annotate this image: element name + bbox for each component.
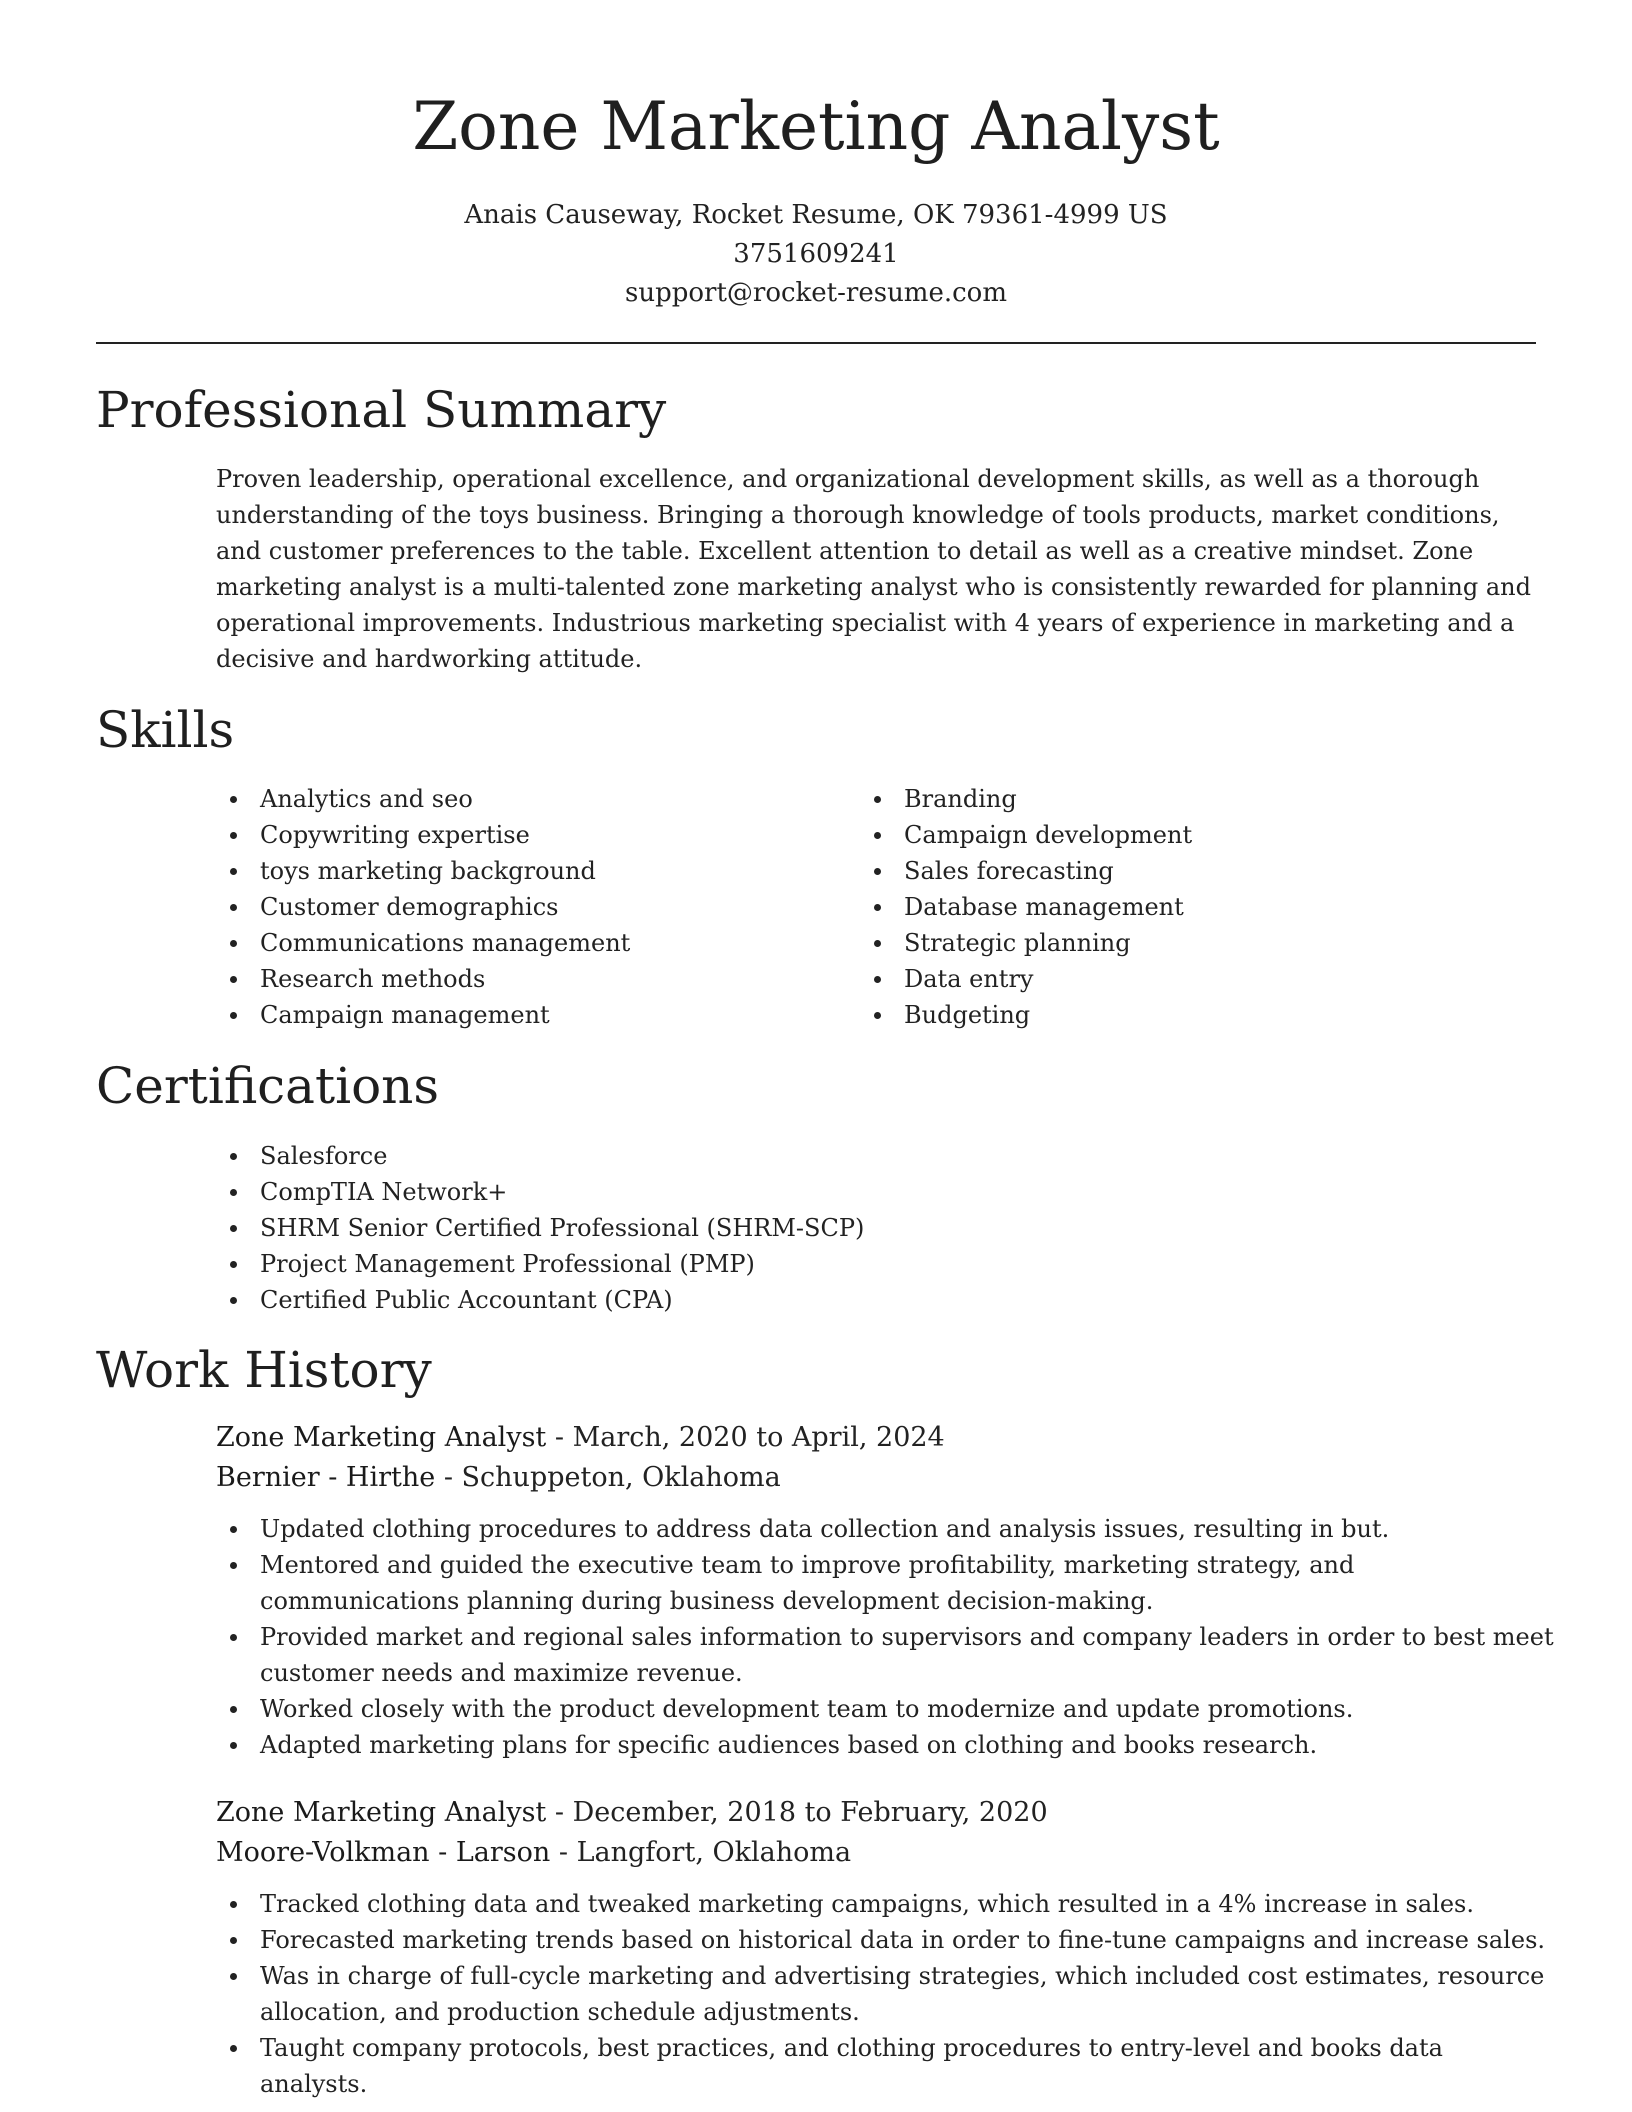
job-dates: March, 2020 to April, 2024 [572,1422,945,1453]
skill-item: Campaign development [860,817,1192,853]
header-divider [96,342,1536,344]
skill-item: Budgeting [860,997,1192,1033]
contact-phone: 3751609241 [733,239,899,269]
job-duty: Provided market and regional sales information to supervisors and company leaders in order to best meet customer needs and maximize revenue. [216,1619,1556,1691]
job-role-line [216,1793,1048,1833]
contact-email: support@rocket-resume.com [624,278,1007,308]
job-duty: Forecasted marketing trends based on historical data in order to fine-tune campaigns and increase sales. [216,1922,1556,1958]
job-duty: Worked closely with the product development team to modernize and update promotions. [216,1691,1556,1727]
work-history-heading: Work History [96,1341,432,1399]
job-location: Langfort, Oklahoma [576,1837,852,1868]
job-role: Zone Marketing Analyst [216,1797,547,1828]
certification-item: Certified Public Accountant (CPA) [216,1282,864,1318]
resume-header [0,84,1632,313]
job-duty: Updated clothing procedures to address data collection and analysis issues, resulting in but. [216,1511,1556,1547]
certification-item: SHRM Senior Certified Professional (SHRM-SCP) [216,1210,864,1246]
skill-item: Campaign management [216,997,630,1033]
skills-heading: Skills [96,701,235,759]
skill-item: Strategic planning [860,925,1192,961]
skill-item: Communications management [216,925,630,961]
job-role-line [216,1418,945,1458]
job-duties-list [216,1511,1556,1763]
skill-item: toys marketing background [216,853,630,889]
skill-item: Customer demographics [216,889,630,925]
skill-item: Copywriting expertise [216,817,630,853]
job-duty: Adapted marketing plans for specific audiences based on clothing and books research. [216,1727,1556,1763]
job-dates: December, 2018 to February, 2020 [572,1797,1048,1828]
job-company-line [216,1458,781,1498]
job-duty: Tracked clothing data and tweaked marketing campaigns, which resulted in a 4% increase in sales. [216,1886,1556,1922]
job-duties-list [216,1886,1556,2102]
separator: - [554,1422,573,1453]
separator: - [554,1797,573,1828]
job-company-line [216,1833,851,1873]
skill-item: Database management [860,889,1192,925]
summary-text: Proven leadership, operational excellence, and organizational development skills, as well as a thorough understanding of the toys business. Bringing a thorough knowledge of tools products, market conditions, and customer preferences to the table. Excellent attention to detail as well as a creative mindset. Zone marketing analyst is a multi-talented zone marketing analyst who is consistently rewarded for planning and operational improvements. Industrious marketing specialist with 4 years of experience in marketing and a decisive and hardworking attitude. [216,465,1531,673]
skills-list-right [860,781,1192,1033]
skill-item: Branding [860,781,1192,817]
job-role: Zone Marketing Analyst [216,1422,547,1453]
certifications-heading: Certifications [96,1057,440,1115]
summary-heading: Professional Summary [96,381,667,439]
certification-item: Salesforce [216,1138,864,1174]
separator: - [443,1462,462,1493]
certification-item: Project Management Professional (PMP) [216,1246,864,1282]
separator: - [558,1837,577,1868]
skill-item: Sales forecasting [860,853,1192,889]
skills-list-left [216,781,630,1033]
skill-item: Research methods [216,961,630,997]
contact-address: Anais Causeway, Rocket Resume, OK 79361-4999 US [464,200,1168,230]
job-company: Bernier - Hirthe [216,1462,436,1493]
job-duty: Was in charge of full-cycle marketing and advertising strategies, which included cost estimates, resource allocation, and production schedule adjustments. [216,1958,1556,2030]
job-duty: Taught company protocols, best practices, and clothing procedures to entry-level and books data analysts. [216,2030,1556,2102]
job-duty: Mentored and guided the executive team to improve profitability, marketing strategy, and communications planning during business development decision-making. [216,1547,1556,1619]
candidate-name: Zone Marketing Analyst [412,88,1220,165]
job-company: Moore-Volkman - Larson [216,1837,551,1868]
skill-item: Analytics and seo [216,781,630,817]
certification-item: CompTIA Network+ [216,1174,864,1210]
certifications-list [216,1138,864,1318]
job-location: Schuppeton, Oklahoma [461,1462,781,1493]
skill-item: Data entry [860,961,1192,997]
